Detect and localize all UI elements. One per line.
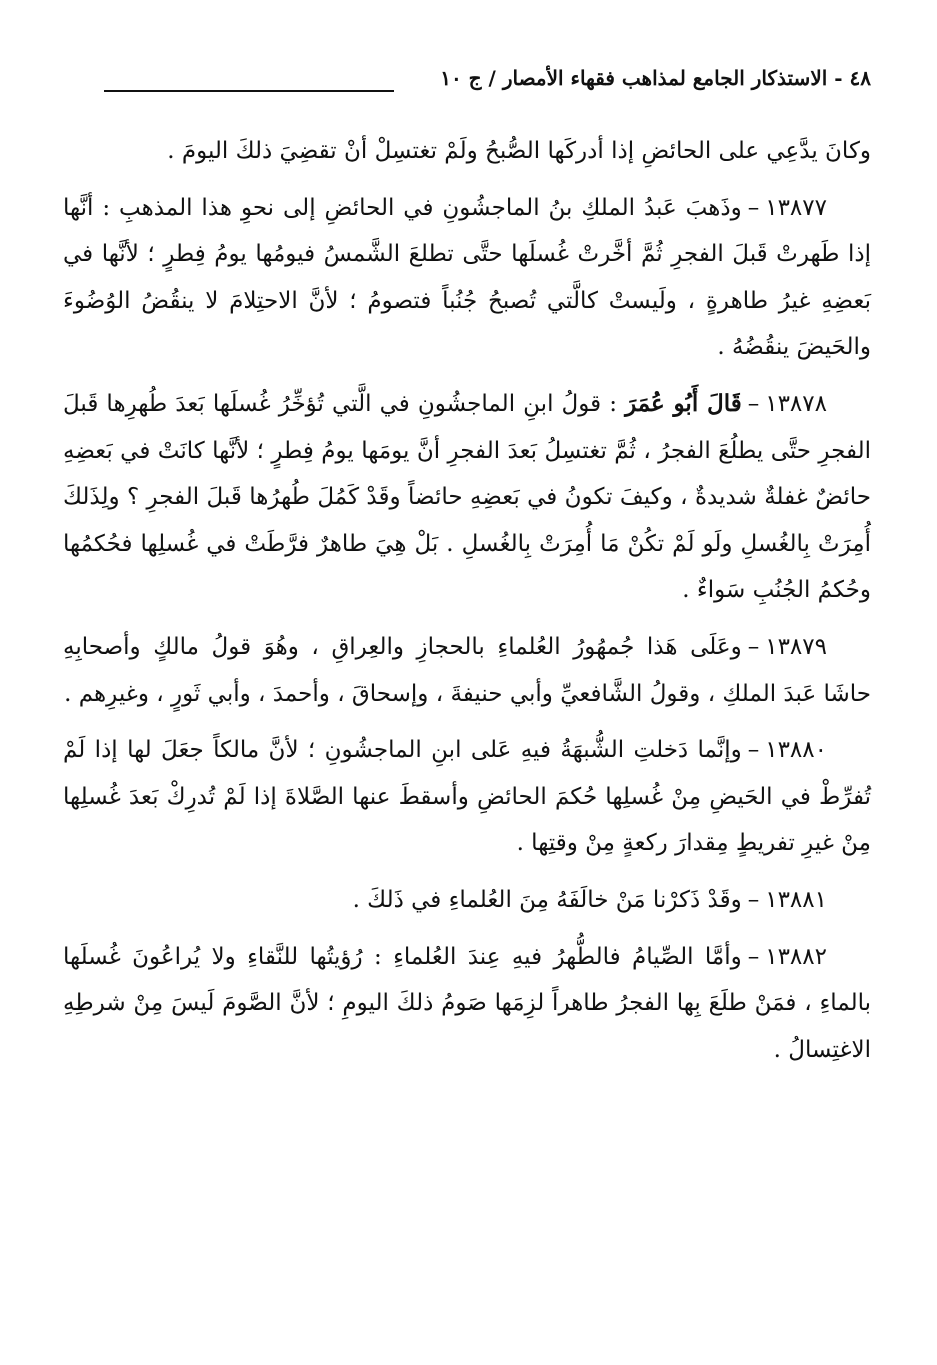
paragraph-dash: – bbox=[747, 633, 760, 660]
paragraph-13881 bbox=[63, 877, 871, 924]
paragraph-text: وكانَ يدَّعِي على الحائضِ إذا أدركَها الصُّبحُ ولَمْ تغتسِلْ أنْ تقضِيَ ذلكَ اليومَ . bbox=[167, 138, 871, 164]
paragraph-text: وذَهبَ عَبدُ الملكِ بنُ الماجشُونِ في الحائضِ إلى نحوِ هذا المذهبِ : أنَّها إذا طَهرتْ قَبلَ الفجرِ ثُمَّ أخَّرتْ غُسلَها حتَّى تطلعَ الشَّمسُ فيومُها يومُ فِطرٍ ؛ لأنَّها في بَعضِهِ غيرُ طاهرةٍ ، ولَيستْ كالَّتي تُصبحُ جُنُباً فتصومُ ؛ لأنَّ الاحتِلامَ لا ينقُضُ الوُضُوءَ والحَيضَ ينقُضُهُ . bbox=[63, 194, 871, 361]
paragraph-number: ١٣٨٧٨ bbox=[765, 390, 827, 417]
header-rule bbox=[104, 90, 394, 92]
paragraph-13880 bbox=[63, 727, 871, 867]
paragraph-continuation bbox=[63, 128, 871, 175]
paragraph-text: وقَدْ ذَكرْنا مَنْ خالَفَهُ مِنَ العُلماءِ في ذَلكَ . bbox=[352, 886, 742, 913]
paragraph-text: : قولُ ابنِ الماجشُونِ في الَّتي تُؤخِّرُ غُسلَها بَعدَ طُهرِها قَبلَ الفجرِ حتَّى يطلُعَ الفجرُ ، ثُمَّ تغتسِلُ بَعدَ الفجرِ أنَّ يومَها يومُ فِطرٍ ؛ لأنَّها كانَتْ في بَعضِهِ حائضٌ غفلةٌ شديدةٌ ، وكيفَ تكونُ في بَعضِهِ حائضاً وقَدْ كَمُلَ طُهرُها قَبلَ الفجرِ ؟ ولِذَلكَ أُمِرَتْ بِالغُسلِ ولَو لَمْ تكُنْ مَا أُمِرَتْ بِالغُسلِ . بَلْ هِيَ طاهرٌ فرَّطَتْ في غُسلِها فحُكمُها وحُكمُ الجُنُبِ سَواءٌ . bbox=[63, 390, 871, 604]
paragraph-number: ١٣٨٧٩ bbox=[765, 633, 827, 660]
paragraph-dash: – bbox=[747, 737, 760, 764]
paragraph-13879 bbox=[63, 624, 871, 717]
paragraph-13882 bbox=[63, 934, 871, 1074]
paragraph-number: ١٣٨٧٧ bbox=[765, 194, 827, 221]
paragraph-dash: – bbox=[747, 390, 760, 417]
paragraph-text: وأمَّا الصِّيامُ فالطُّهرُ فيهِ عِندَ العُلماءِ : رُؤيتُها للنَّقاءِ ولا يُراعُونَ غُسلَها بالماءِ ، فمَنْ طلَعَ بِها الفجرُ طاهراً لزِمَها صَومُ ذلكَ اليومِ ؛ لأنَّ الصَّومَ لَيسَ مِنْ شرطِهِ الاغتِسالُ . bbox=[63, 943, 871, 1063]
paragraph-dash: – bbox=[747, 943, 760, 970]
body-text bbox=[63, 128, 871, 1083]
speaker-label: قَالَ أَبُو عُمَرَ bbox=[625, 389, 742, 417]
paragraph-number: ١٣٨٨١ bbox=[765, 886, 827, 913]
paragraph-dash: – bbox=[747, 194, 760, 221]
paragraph-13878 bbox=[63, 381, 871, 614]
paragraph-number: ١٣٨٨٢ bbox=[765, 943, 827, 970]
paragraph-dash: – bbox=[747, 886, 760, 913]
paragraph-text: وإنَّما دَخلتِ الشُّبهَةُ فيهِ عَلى ابنِ الماجشُونِ ؛ لأنَّ مالكاً جعَلَ لها إذا لَمْ تُفرِّطْ في الحَيضِ مِنْ غُسلِها حُكمَ الحائضِ وأسقطَ عنها الصَّلاةَ إذا لَمْ تُدرِكْ بَعدَ غُسلِها مِنْ غيرِ تفريطٍ مِقدارَ ركعةٍ مِنْ وقتِها . bbox=[63, 737, 871, 857]
paragraph-number: ١٣٨٨٠ bbox=[765, 737, 827, 764]
paragraph-13877 bbox=[63, 185, 871, 371]
paragraph-text: وعَلَى هَذا جُمهُورُ العُلماءِ بالحجازِ والعِراقِ ، وهُوَ قولُ مالكٍ وأصحابِهِ حاشَا عَبدَ الملكِ ، وقولُ الشَّافعيِّ وأبي حنيفةَ ، وإسحاقَ ، وأحمدَ ، وأبي ثَورٍ ، وغيرِهم . bbox=[63, 633, 871, 707]
header-title: ٤٨ - الاستذكار الجامع لمذاهب فقهاء الأمصار / ج ١٠ bbox=[440, 66, 871, 90]
running-header bbox=[66, 64, 871, 98]
